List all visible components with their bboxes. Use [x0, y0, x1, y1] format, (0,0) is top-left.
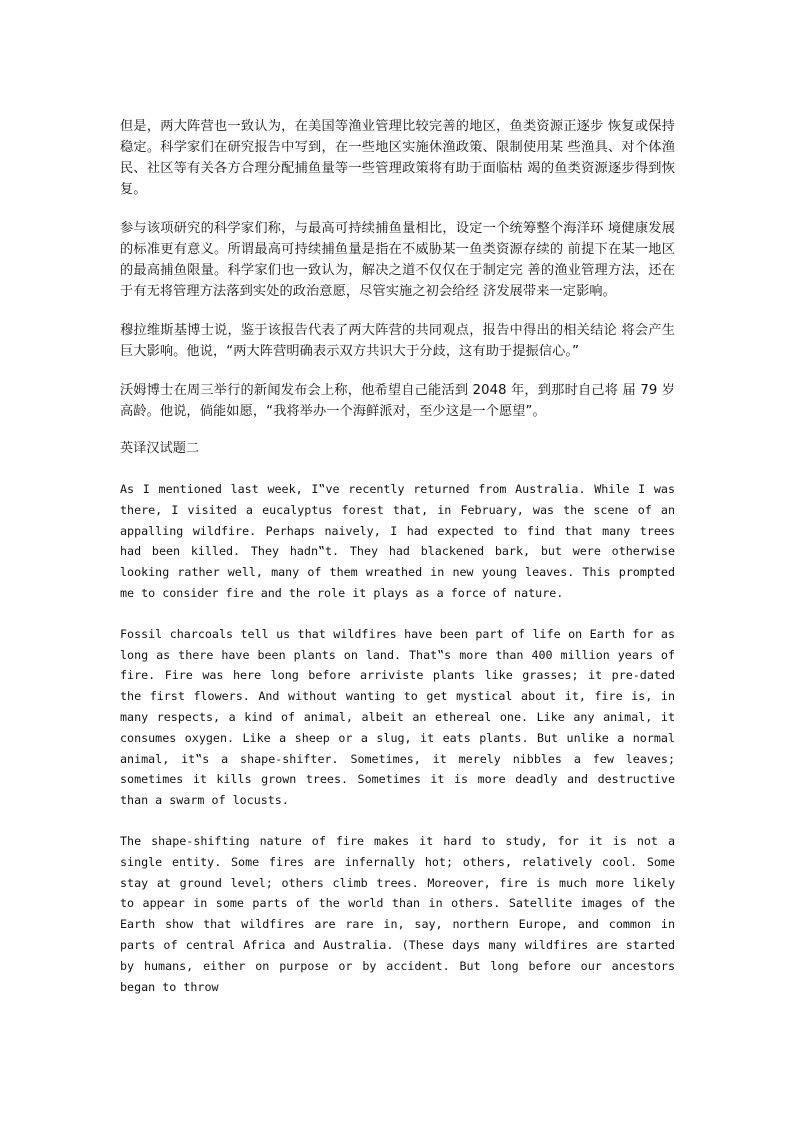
document-page [120, 116, 675, 997]
chinese-paragraph-2: 参与该项研究的科学家们称，与最高可持续捕鱼量相比，设定一个统筹整个海洋环 境健康发展的标准更有意义。所谓最高可持续捕鱼量是指在不威胁某一鱼类资源存续的 前提下在某一地区的最高捕鱼限量。科学家们也一致认为，解决之道不仅仅在于制定完 善的渔业管理方法，还在于有无将管理方法落到实处的政治意愿，尽管实施之初会给经 济发展带来一定影响。 [120, 221, 675, 299]
chinese-paragraph-1: 但是，两大阵营也一致认为，在美国等渔业管理比较完善的地区，鱼类资源正逐步 恢复或保持稳定。科学家们在研究报告中写到，在一些地区实施休渔政策、限制使用某 些渔具、对个体渔民、社区等有关各方合理分配捕鱼量等一些管理政策将有助于面临枯 竭的鱼类资源逐步得到恢复。 [120, 119, 675, 197]
english-paragraph-2: Fossil charcoals tell us that wildfires have been part of life on Earth for as long as there have been plants on land. That‟s more than 400 million years of fire. Fire was here long before arriviste plants like grasses; it pre-dated the first flowers. And without wanting to get mystical about it, fire is, in many respects, a kind of animal, albeit an ethereal one. Like any animal, it consumes oxygen. Like a sheep or a slug, it eats plants. But unlike a normal animal, it‟s a shape-shifter. Sometimes, it merely nibbles a few leaves; sometimes it kills grown trees. Sometimes it is more deadly and destructive than a swarm of locusts. [120, 626, 675, 808]
english-paragraph-1: As I mentioned last week, I‟ve recently returned from Australia. While I was there, I visited a eucalyptus forest that, in February, was the scene of an appalling wildfire. Perhaps naively, I had expected to find that many trees had been killed. They hadn‟t. They had blackened bark, but were otherwise looking rather well, many of them wreathed in new young leaves. This prompted me to consider fire and the role it plays as a force of nature. [120, 482, 675, 600]
chinese-paragraph-4: 沃姆博士在周三举行的新闻发布会上称，他希望自己能活到 2048 年，到那时自己将 届 79 岁高龄。他说，倘能如愿，“我将举办一个海鲜派对，至少这是一个愿望”。 [120, 383, 675, 419]
chinese-paragraph-3: 穆拉维斯基博士说，鉴于该报告代表了两大阵营的共同观点，报告中得出的相关结论 将会产生巨大影响。他说，“两大阵营明确表示双方共识大于分歧，这有助于提振信心。” [120, 323, 675, 359]
section-heading: 英译汉试题二 [120, 441, 200, 456]
english-paragraph-3: The shape-shifting nature of fire makes it hard to study, for it is not a single entity. Some fires are infernally hot; others, relatively cool. Some stay at ground level; others climb trees. Moreover, fire is much more likely to appear in some parts of the world than in others. Satellite images of the Earth show that wildfires are rare in, say, northern Europe, and common in parts of central Africa and Australia. (These days many wildfires are started by humans, either on purpose or by accident. But long before our ancestors began to throw [120, 833, 675, 994]
